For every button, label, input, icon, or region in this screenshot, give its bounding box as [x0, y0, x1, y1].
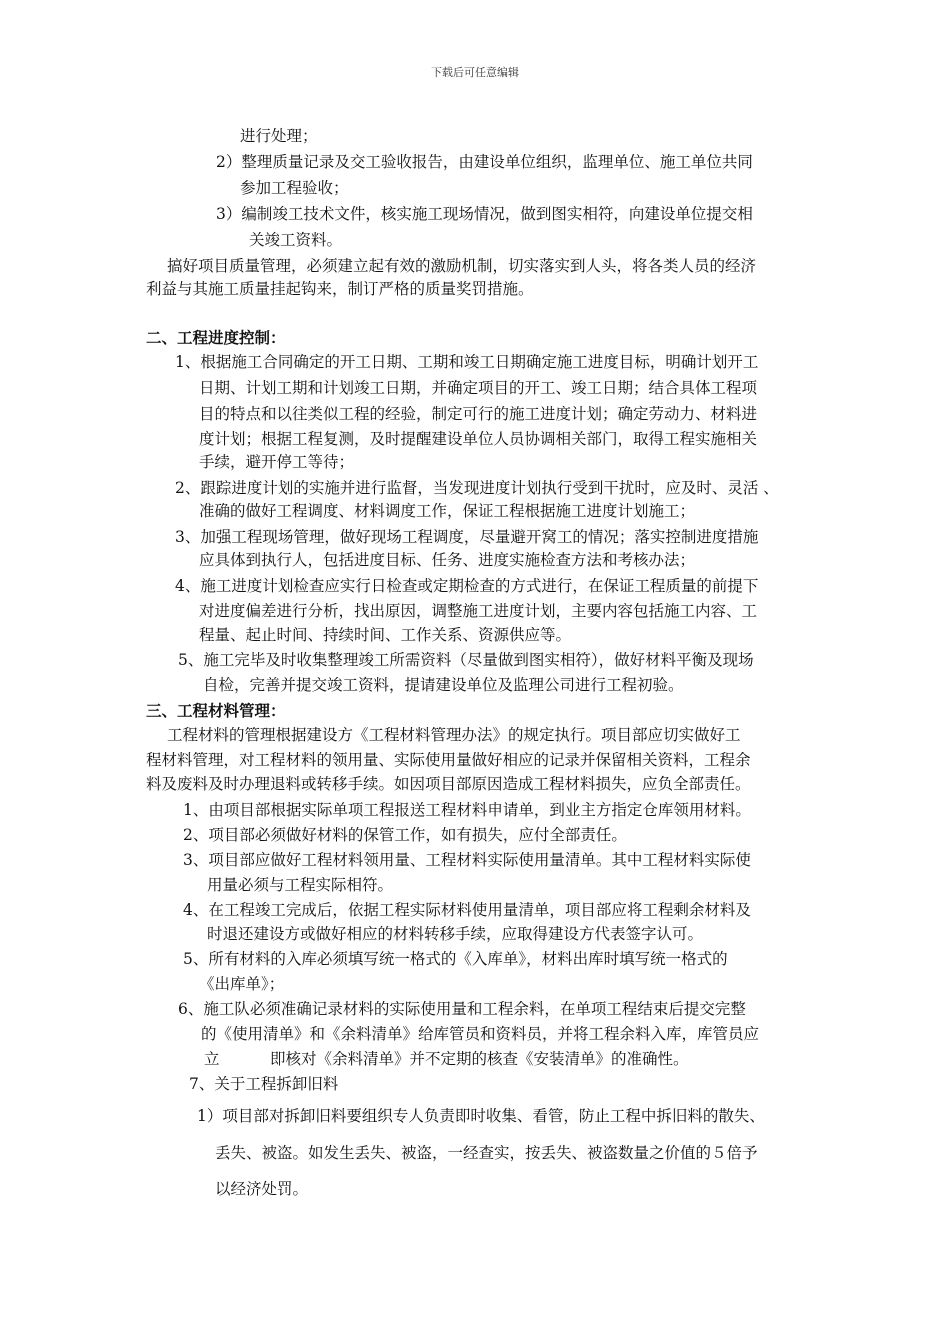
list-item: 3）编制竣工技术文件，核实施工现场情况，做到图实相符，向建设单位提交相: [216, 205, 753, 223]
text-line: 对进度偏差进行分析，找出原因，调整施工进度计划，主要内容包括施工内容、工: [199, 602, 758, 620]
text-line: 用量必须与工程实际相符。: [207, 876, 394, 894]
text-line: 自检，完善并提交竣工资料，提请建设单位及监理公司进行工程初验。: [203, 676, 684, 694]
paragraph-line: 利益与其施工质量挂起钩来，制订严格的质量奖罚措施。: [146, 280, 534, 298]
text-line: 应具体到执行人，包括进度目标、任务、进度实施检查方法和考核办法；: [199, 551, 696, 569]
text-line: 参加工程验收；: [240, 179, 349, 197]
list-item: 2、项目部必须做好材料的保管工作，如有损失，应付全部责任。: [183, 826, 627, 844]
text-line: 丢失、被盗。如发生丢失、被盗，一经查实，按丢失、被盗数量之价值的５倍予: [215, 1144, 758, 1162]
text-line: 目的特点和以往类似工程的经验，制定可行的施工进度计划；确定劳动力、材料进: [199, 405, 758, 423]
list-item: 7、关于工程拆卸旧料: [189, 1075, 339, 1093]
text-line: 日期、计划工期和计划竣工日期，并确定项目的开工、竣工日期；结合具体工程项: [199, 379, 758, 397]
list-item: 1）项目部对拆卸旧料要组织专人负责即时收集、看管，防止工程中拆旧料的散失、: [197, 1107, 765, 1125]
list-item: 4、施工进度计划检查应实行日检查或定期检查的方式进行，在保证工程质量的前提下: [175, 577, 759, 595]
text-line: 的《使用清单》和《余料清单》给库管员和资料员，并将工程余料入库，库管员应: [201, 1025, 760, 1043]
list-item: 6、施工队必须准确记录材料的实际使用量和工程余料，在单项工程结束后提交完整: [178, 1000, 746, 1018]
text-line: 立: [204, 1050, 220, 1068]
paragraph-line: 程材料管理，对工程材料的领用量、实际使用量做好相应的记录并保留相关资料，工程余: [146, 751, 751, 769]
list-item: 2、跟踪进度计划的实施并进行监督，当发现进度计划执行受到干扰时，应及时、灵活 、: [175, 479, 779, 497]
text-line: 以经济处罚。: [215, 1180, 309, 1198]
list-item: 5、所有材料的入库必须填写统一格式的《入库单》，材料出库时填写统一格式的: [183, 950, 728, 968]
list-item: 4、在工程竣工完成后，依据工程实际材料使用量清单，项目部应将工程剩余材料及: [183, 901, 751, 919]
text-line: 进行处理；: [240, 127, 318, 145]
page-header: 下载后可任意编辑: [431, 66, 519, 79]
section-heading: 二、工程进度控制：: [146, 328, 286, 347]
list-item: 5、施工完毕及时收集整理竣工所需资料（尽量做到图实相符），做好材料平衡及现场: [178, 651, 754, 669]
text-line: 时退还建设方或做好相应的材料转移手续，应取得建设方代表签字认可。: [207, 925, 704, 943]
text-line: 即核对《余料清单》并不定期的核查《安装清单》的准确性。: [270, 1050, 689, 1068]
paragraph-line: 料及废料及时办理退料或转移手续。如因项目部原因造成工程材料损失，应负全部责任。: [146, 775, 751, 793]
text-line: 准确的做好工程调度、材料调度工作，保证工程根据施工进度计划施工；: [199, 502, 696, 520]
paragraph-line: 搞好项目质量管理，必须建立起有效的激励机制，切实落实到人头，将各类人员的经济: [167, 257, 757, 275]
text-line: 关竣工资料。: [249, 231, 343, 249]
list-item: 2）整理质量记录及交工验收报告，由建设单位组织，监理单位、施工单位共同: [216, 153, 753, 171]
section-heading: 三、工程材料管理：: [146, 701, 286, 720]
list-item: 1、根据施工合同确定的开工日期、工期和竣工日期确定施工进度目标，明确计划开工: [175, 353, 759, 371]
text-line: 手续，避开停工等待；: [199, 453, 355, 471]
text-line: 度计划；根据工程复测，及时提醒建设单位人员协调相关部门，取得工程实施相关: [199, 430, 758, 448]
list-item: 1、由项目部根据实际单项工程报送工程材料申请单，到业主方指定仓库领用材料。: [183, 801, 751, 819]
text-line: 《出库单》；: [199, 975, 285, 993]
list-item: 3、项目部应做好工程材料领用量、工程材料实际使用量清单。其中工程材料实际使: [183, 851, 751, 869]
list-item: 3、加强工程现场管理，做好现场工程调度，尽量避开窝工的情况；落实控制进度措施: [175, 528, 759, 546]
paragraph-line: 工程材料的管理根据建设方《工程材料管理办法》的规定执行。项目部应切实做好工: [167, 726, 741, 744]
text-line: 程量、起止时间、持续时间、工作关系、资源供应等。: [199, 626, 572, 644]
